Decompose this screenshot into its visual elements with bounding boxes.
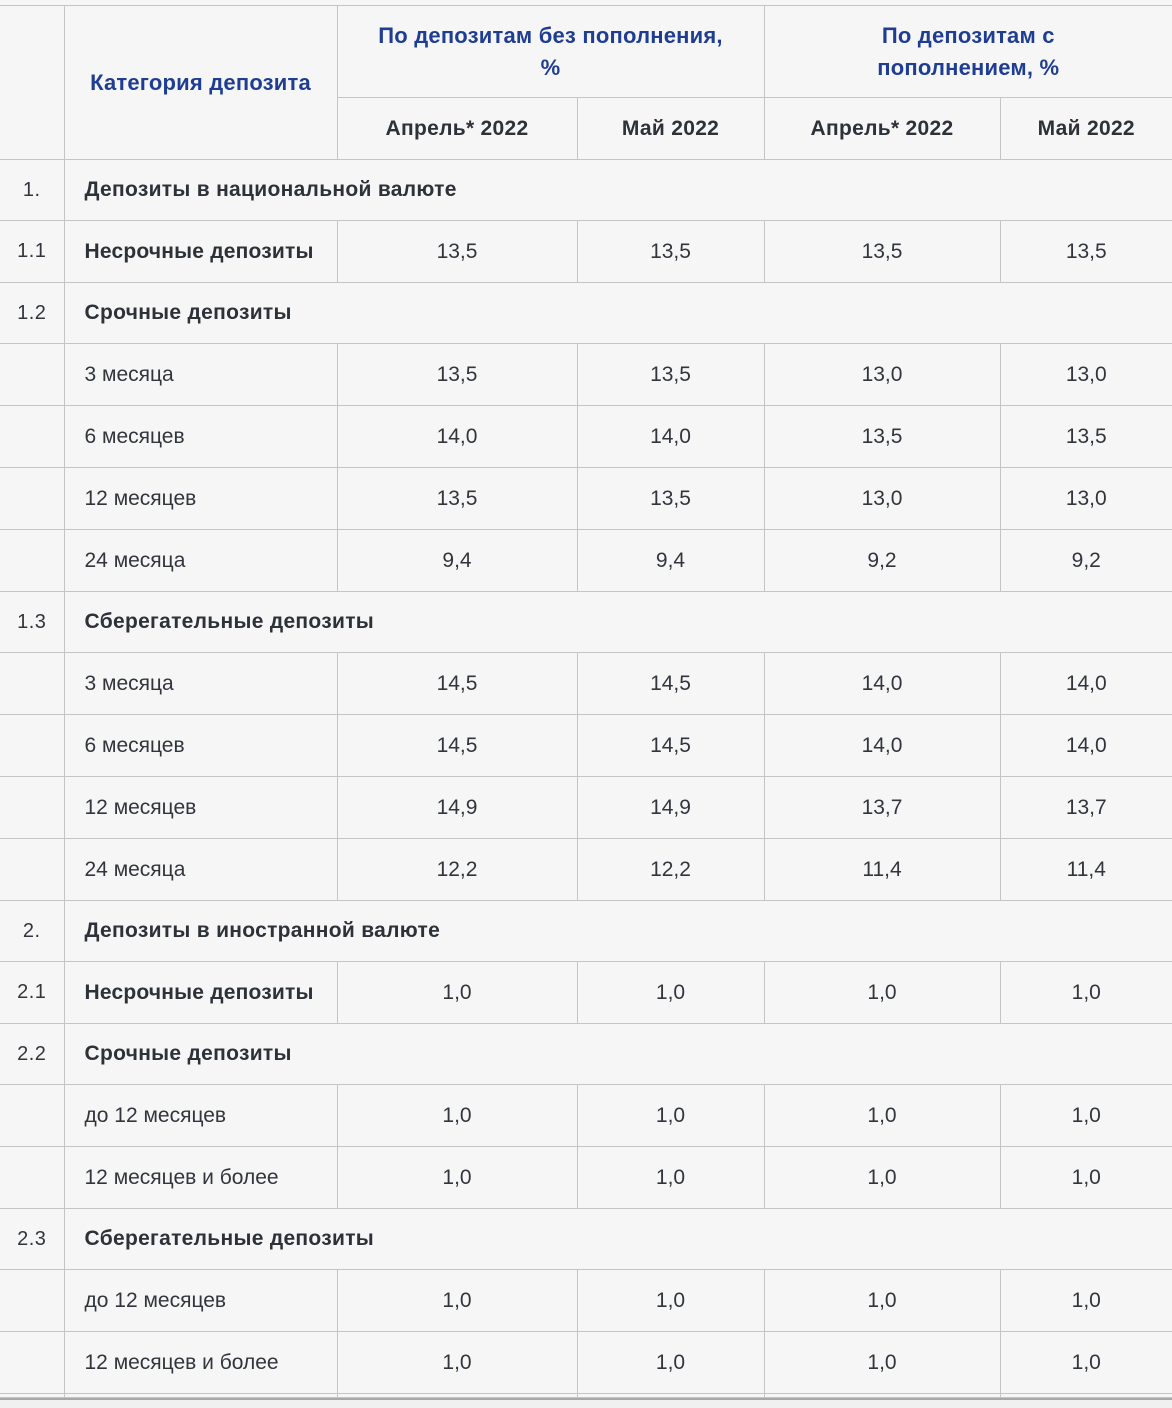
section-label-cell: Сберегательные депозиты bbox=[64, 1209, 1172, 1270]
row-number-cell bbox=[0, 715, 64, 777]
rate-cell-may-with: 13,0 bbox=[1000, 344, 1172, 406]
rate-cell-may-with: 1,0 bbox=[1000, 962, 1172, 1024]
rate-cell-may-with: 1,0 bbox=[1000, 1332, 1172, 1394]
header-group-row bbox=[0, 6, 1172, 98]
table-header bbox=[0, 6, 1172, 160]
rate-cell-april-without: 1,0 bbox=[337, 1270, 577, 1332]
data-row bbox=[0, 221, 1172, 283]
rate-cell-april-with: 13,0 bbox=[764, 344, 1000, 406]
row-number-cell bbox=[0, 777, 64, 839]
section-row bbox=[0, 160, 1172, 221]
rate-cell-may-without: 1,0 bbox=[577, 1085, 764, 1147]
data-row bbox=[0, 530, 1172, 592]
column-header-may-without: Май 2022 bbox=[577, 98, 764, 160]
rate-cell-may-without: 13,5 bbox=[577, 344, 764, 406]
column-header-category: Категория депозита bbox=[64, 6, 337, 160]
rate-cell-april-with: 1,0 bbox=[764, 1147, 1000, 1209]
category-cell: 12 месяцев bbox=[64, 468, 337, 530]
rate-cell-april-with: 9,2 bbox=[764, 530, 1000, 592]
row-number-cell: 2.3 bbox=[0, 1209, 64, 1270]
rate-cell-may-without: 12,2 bbox=[577, 839, 764, 901]
category-cell: 12 месяцев и более bbox=[64, 1147, 337, 1209]
data-row bbox=[0, 839, 1172, 901]
rate-cell-may-without: 1,0 bbox=[577, 962, 764, 1024]
rate-cell-may-with: 13,0 bbox=[1000, 468, 1172, 530]
rate-cell-may-without: 1,0 bbox=[577, 1332, 764, 1394]
rate-cell-may-without: 13,5 bbox=[577, 468, 764, 530]
rate-cell-april-with: 13,5 bbox=[764, 221, 1000, 283]
rate-cell-may-with: 1,0 bbox=[1000, 1147, 1172, 1209]
row-number-cell bbox=[0, 839, 64, 901]
table-body bbox=[0, 160, 1172, 1394]
category-cell: 12 месяцев bbox=[64, 777, 337, 839]
rate-cell-may-with: 14,0 bbox=[1000, 715, 1172, 777]
data-row bbox=[0, 777, 1172, 839]
rate-cell-april-without: 14,9 bbox=[337, 777, 577, 839]
rate-cell-may-with: 1,0 bbox=[1000, 1085, 1172, 1147]
rate-cell-april-with: 13,0 bbox=[764, 468, 1000, 530]
section-row bbox=[0, 1209, 1172, 1270]
row-number-cell bbox=[0, 1085, 64, 1147]
data-row bbox=[0, 1085, 1172, 1147]
rate-cell-april-with: 14,0 bbox=[764, 715, 1000, 777]
category-cell: Несрочные депозиты bbox=[64, 962, 337, 1024]
data-row bbox=[0, 653, 1172, 715]
rate-cell-april-without: 1,0 bbox=[337, 1332, 577, 1394]
row-number-cell bbox=[0, 1147, 64, 1209]
section-label-cell: Депозиты в иностранной валюте bbox=[64, 901, 1172, 962]
category-cell: 24 месяца bbox=[64, 839, 337, 901]
category-cell: 24 месяца bbox=[64, 530, 337, 592]
section-label-cell: Депозиты в национальной валюте bbox=[64, 160, 1172, 221]
rate-cell-may-with: 13,5 bbox=[1000, 406, 1172, 468]
category-cell: 3 месяца bbox=[64, 653, 337, 715]
rate-cell-april-with: 1,0 bbox=[764, 1332, 1000, 1394]
row-number-cell: 1.2 bbox=[0, 283, 64, 344]
section-label-cell: Срочные депозиты bbox=[64, 1024, 1172, 1085]
section-label-cell: Срочные депозиты bbox=[64, 283, 1172, 344]
rate-cell-april-without: 13,5 bbox=[337, 468, 577, 530]
rate-cell-april-without: 9,4 bbox=[337, 530, 577, 592]
data-row bbox=[0, 962, 1172, 1024]
category-cell: 12 месяцев и более bbox=[64, 1332, 337, 1394]
rate-cell-april-with: 13,7 bbox=[764, 777, 1000, 839]
category-cell: 6 месяцев bbox=[64, 406, 337, 468]
rate-cell-april-without: 14,5 bbox=[337, 653, 577, 715]
rate-cell-may-without: 14,5 bbox=[577, 715, 764, 777]
category-cell: до 12 месяцев bbox=[64, 1270, 337, 1332]
rate-cell-april-with: 1,0 bbox=[764, 962, 1000, 1024]
column-header-april-without: Апрель* 2022 bbox=[337, 98, 577, 160]
rate-cell-april-with: 11,4 bbox=[764, 839, 1000, 901]
corner-cell bbox=[0, 6, 64, 160]
data-row bbox=[0, 1270, 1172, 1332]
data-row bbox=[0, 715, 1172, 777]
data-row bbox=[0, 1147, 1172, 1209]
category-cell: 3 месяца bbox=[64, 344, 337, 406]
clipped-next-row bbox=[0, 1394, 1172, 1398]
row-number-cell bbox=[0, 1270, 64, 1332]
rate-cell-may-without: 14,5 bbox=[577, 653, 764, 715]
row-number-cell bbox=[0, 344, 64, 406]
rate-cell-may-without: 1,0 bbox=[577, 1147, 764, 1209]
section-row bbox=[0, 283, 1172, 344]
column-header-april-with: Апрель* 2022 bbox=[764, 98, 1000, 160]
data-row bbox=[0, 1332, 1172, 1394]
row-number-cell: 2.1 bbox=[0, 962, 64, 1024]
page-background-below-table bbox=[0, 1400, 1172, 1408]
rate-cell-april-with: 14,0 bbox=[764, 653, 1000, 715]
rate-cell-may-without: 13,5 bbox=[577, 221, 764, 283]
rate-cell-may-with: 13,5 bbox=[1000, 221, 1172, 283]
section-row bbox=[0, 592, 1172, 653]
data-row bbox=[0, 406, 1172, 468]
rate-cell-may-with: 11,4 bbox=[1000, 839, 1172, 901]
rate-cell-april-without: 1,0 bbox=[337, 1085, 577, 1147]
rate-cell-april-with: 1,0 bbox=[764, 1270, 1000, 1332]
rate-cell-april-without: 12,2 bbox=[337, 839, 577, 901]
rate-cell-may-with: 13,7 bbox=[1000, 777, 1172, 839]
row-number-cell bbox=[0, 468, 64, 530]
category-cell: 6 месяцев bbox=[64, 715, 337, 777]
data-row bbox=[0, 344, 1172, 406]
group-header-with-replenishment: По депозитам с пополнением, % bbox=[764, 6, 1172, 98]
rate-cell-may-with: 14,0 bbox=[1000, 653, 1172, 715]
rate-cell-may-without: 9,4 bbox=[577, 530, 764, 592]
row-number-cell: 1.1 bbox=[0, 221, 64, 283]
rate-cell-april-without: 1,0 bbox=[337, 1147, 577, 1209]
rate-cell-april-without: 14,0 bbox=[337, 406, 577, 468]
row-number-cell: 2.2 bbox=[0, 1024, 64, 1085]
row-number-cell bbox=[0, 653, 64, 715]
deposit-rates-table bbox=[0, 5, 1172, 1398]
row-number-cell bbox=[0, 530, 64, 592]
rate-cell-april-with: 13,5 bbox=[764, 406, 1000, 468]
group-header-without-replenishment: По депозитам без пополнения, % bbox=[337, 6, 764, 98]
data-row bbox=[0, 468, 1172, 530]
row-number-cell: 1.3 bbox=[0, 592, 64, 653]
rate-cell-april-without: 13,5 bbox=[337, 221, 577, 283]
category-cell: до 12 месяцев bbox=[64, 1085, 337, 1147]
row-number-cell: 1. bbox=[0, 160, 64, 221]
rate-cell-may-with: 9,2 bbox=[1000, 530, 1172, 592]
rate-cell-may-with: 1,0 bbox=[1000, 1270, 1172, 1332]
rate-cell-may-without: 1,0 bbox=[577, 1270, 764, 1332]
clipped-row-sliver bbox=[0, 1394, 1172, 1398]
section-label-cell: Сберегательные депозиты bbox=[64, 592, 1172, 653]
row-number-cell bbox=[0, 1332, 64, 1394]
rate-cell-may-without: 14,9 bbox=[577, 777, 764, 839]
rate-cell-april-without: 14,5 bbox=[337, 715, 577, 777]
category-cell: Несрочные депозиты bbox=[64, 221, 337, 283]
rate-cell-april-without: 13,5 bbox=[337, 344, 577, 406]
column-header-may-with: Май 2022 bbox=[1000, 98, 1172, 160]
section-row bbox=[0, 901, 1172, 962]
rate-cell-april-with: 1,0 bbox=[764, 1085, 1000, 1147]
row-number-cell: 2. bbox=[0, 901, 64, 962]
rate-cell-april-without: 1,0 bbox=[337, 962, 577, 1024]
rate-cell-may-without: 14,0 bbox=[577, 406, 764, 468]
section-row bbox=[0, 1024, 1172, 1085]
row-number-cell bbox=[0, 406, 64, 468]
